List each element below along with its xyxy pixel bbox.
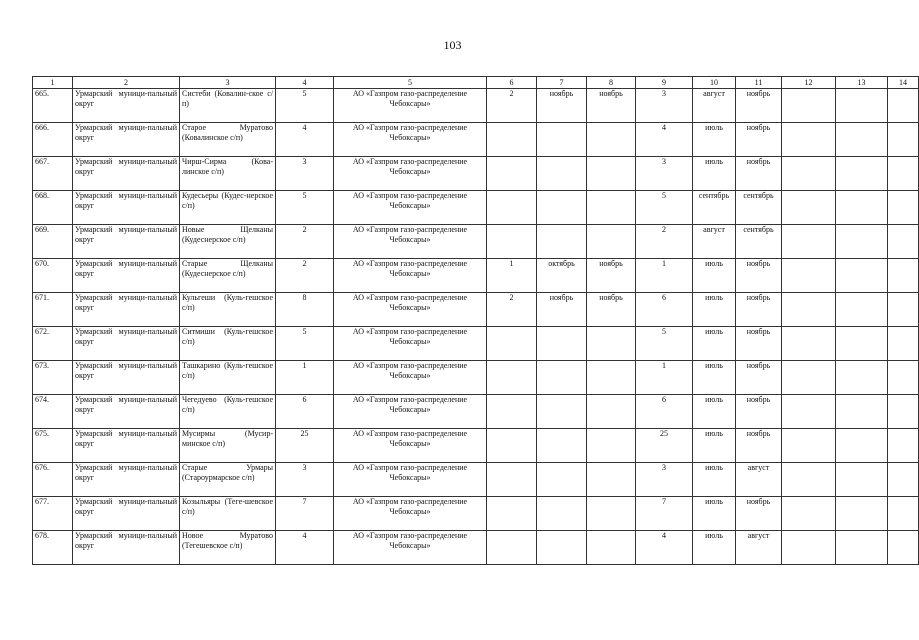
col13-cell (836, 225, 888, 259)
col14-cell (888, 327, 919, 361)
col13-cell (836, 293, 888, 327)
table-row (33, 361, 919, 395)
col4-cell: 5 (276, 327, 334, 361)
col7-cell (537, 123, 587, 157)
col9-cell: 3 (636, 463, 693, 497)
col14-cell (888, 395, 919, 429)
col11-cell: ноябрь (736, 361, 782, 395)
page-number: 103 (443, 38, 462, 52)
col8-cell (587, 123, 636, 157)
col9-cell: 3 (636, 89, 693, 123)
table-row (33, 89, 919, 123)
col4-cell: 3 (276, 463, 334, 497)
column-header: 14 (888, 77, 919, 89)
district-cell: Урмарский муници-пальный округ (73, 225, 180, 259)
col4-cell: 25 (276, 429, 334, 463)
col6-cell (487, 327, 537, 361)
col6-cell (487, 531, 537, 565)
organization-cell: АО «Газпром газо-распределение Чебоксары» (334, 361, 487, 395)
district-cell: Урмарский муници-пальный округ (73, 327, 180, 361)
col4-cell: 8 (276, 293, 334, 327)
organization-cell: АО «Газпром газо-распределение Чебоксары» (334, 327, 487, 361)
table-row (33, 293, 919, 327)
column-header: 13 (836, 77, 888, 89)
col7-cell (537, 225, 587, 259)
settlement-cell: Кудесьеры (Кудес-нерское с/п) (180, 191, 276, 225)
row-number: 669. (33, 225, 73, 259)
settlement-cell: Систеби (Ковалин-ское с/п) (180, 89, 276, 123)
organization-cell: АО «Газпром газо-распределение Чебоксары» (334, 123, 487, 157)
col14-cell (888, 259, 919, 293)
col14-cell (888, 293, 919, 327)
col12-cell (782, 361, 836, 395)
col7-cell: ноябрь (537, 293, 587, 327)
col4-cell: 7 (276, 497, 334, 531)
col9-cell: 4 (636, 123, 693, 157)
col10-cell: июль (693, 123, 736, 157)
district-cell: Урмарский муници-пальный округ (73, 429, 180, 463)
col9-cell: 6 (636, 293, 693, 327)
col10-cell: июль (693, 463, 736, 497)
col7-cell: ноябрь (537, 89, 587, 123)
col4-cell: 3 (276, 157, 334, 191)
col9-cell: 5 (636, 191, 693, 225)
table-row (33, 225, 919, 259)
col6-cell (487, 191, 537, 225)
col11-cell: сентябрь (736, 191, 782, 225)
district-cell: Урмарский муници-пальный округ (73, 157, 180, 191)
organization-cell: АО «Газпром газо-распределение Чебоксары» (334, 531, 487, 565)
col12-cell (782, 531, 836, 565)
col10-cell: июль (693, 361, 736, 395)
col11-cell: ноябрь (736, 293, 782, 327)
row-number: 675. (33, 429, 73, 463)
col8-cell (587, 429, 636, 463)
col14-cell (888, 463, 919, 497)
table-row (33, 327, 919, 361)
table-row (33, 463, 919, 497)
col9-cell: 2 (636, 225, 693, 259)
schedule-table (32, 76, 919, 565)
row-number: 674. (33, 395, 73, 429)
district-cell: Урмарский муници-пальный округ (73, 361, 180, 395)
organization-cell: АО «Газпром газо-распределение Чебоксары» (334, 259, 487, 293)
organization-cell: АО «Газпром газо-распределение Чебоксары» (334, 293, 487, 327)
settlement-cell: Кульгеши (Куль-гешское с/п) (180, 293, 276, 327)
settlement-cell: Чирш-Сирма (Кова-линское с/п) (180, 157, 276, 191)
col8-cell: ноябрь (587, 89, 636, 123)
col12-cell (782, 395, 836, 429)
district-cell: Урмарский муници-пальный округ (73, 259, 180, 293)
organization-cell: АО «Газпром газо-распределение Чебоксары» (334, 395, 487, 429)
col10-cell: сентябрь (693, 191, 736, 225)
col12-cell (782, 157, 836, 191)
col14-cell (888, 497, 919, 531)
col14-cell (888, 191, 919, 225)
table-row (33, 395, 919, 429)
col11-cell: ноябрь (736, 497, 782, 531)
col7-cell (537, 497, 587, 531)
column-header: 6 (487, 77, 537, 89)
col6-cell (487, 497, 537, 531)
col11-cell: ноябрь (736, 157, 782, 191)
col9-cell: 5 (636, 327, 693, 361)
col7-cell: октябрь (537, 259, 587, 293)
col11-cell: август (736, 531, 782, 565)
col4-cell: 6 (276, 395, 334, 429)
col9-cell: 6 (636, 395, 693, 429)
col7-cell (537, 327, 587, 361)
organization-cell: АО «Газпром газо-распределение Чебоксары» (334, 463, 487, 497)
col10-cell: июль (693, 497, 736, 531)
col8-cell (587, 361, 636, 395)
col7-cell (537, 395, 587, 429)
col11-cell: ноябрь (736, 89, 782, 123)
row-number: 666. (33, 123, 73, 157)
col14-cell (888, 89, 919, 123)
col9-cell: 3 (636, 157, 693, 191)
col13-cell (836, 191, 888, 225)
col10-cell: июль (693, 293, 736, 327)
col12-cell (782, 327, 836, 361)
col10-cell: июль (693, 259, 736, 293)
col13-cell (836, 361, 888, 395)
col4-cell: 4 (276, 531, 334, 565)
col6-cell (487, 361, 537, 395)
col11-cell: ноябрь (736, 327, 782, 361)
col7-cell (537, 531, 587, 565)
settlement-cell: Ситмиши (Куль-гешское с/п) (180, 327, 276, 361)
col4-cell: 1 (276, 361, 334, 395)
district-cell: Урмарский муници-пальный округ (73, 497, 180, 531)
settlement-cell: Козыльяры (Теге-шевское с/п) (180, 497, 276, 531)
column-header: 3 (180, 77, 276, 89)
col7-cell (537, 191, 587, 225)
col13-cell (836, 497, 888, 531)
col14-cell (888, 361, 919, 395)
col7-cell (537, 463, 587, 497)
col9-cell: 25 (636, 429, 693, 463)
col11-cell: сентябрь (736, 225, 782, 259)
organization-cell: АО «Газпром газо-распределение Чебоксары» (334, 225, 487, 259)
column-header: 2 (73, 77, 180, 89)
table-row (33, 259, 919, 293)
col8-cell (587, 463, 636, 497)
col10-cell: июль (693, 327, 736, 361)
column-header: 10 (693, 77, 736, 89)
col6-cell: 2 (487, 89, 537, 123)
col6-cell: 2 (487, 293, 537, 327)
settlement-cell: Ташкарино (Куль-гешское с/п) (180, 361, 276, 395)
table-row (33, 157, 919, 191)
col12-cell (782, 89, 836, 123)
col12-cell (782, 293, 836, 327)
col14-cell (888, 531, 919, 565)
col4-cell: 4 (276, 123, 334, 157)
row-number: 678. (33, 531, 73, 565)
col8-cell (587, 157, 636, 191)
col13-cell (836, 429, 888, 463)
col14-cell (888, 157, 919, 191)
col9-cell: 1 (636, 259, 693, 293)
col6-cell (487, 395, 537, 429)
col10-cell: июль (693, 395, 736, 429)
col7-cell (537, 361, 587, 395)
col8-cell (587, 497, 636, 531)
row-number: 673. (33, 361, 73, 395)
col13-cell (836, 157, 888, 191)
column-header: 11 (736, 77, 782, 89)
col12-cell (782, 429, 836, 463)
settlement-cell: Новые Щелканы (Кудеснерское с/п) (180, 225, 276, 259)
district-cell: Урмарский муници-пальный округ (73, 191, 180, 225)
col9-cell: 7 (636, 497, 693, 531)
col11-cell: ноябрь (736, 259, 782, 293)
col6-cell (487, 123, 537, 157)
row-number: 677. (33, 497, 73, 531)
col12-cell (782, 259, 836, 293)
district-cell: Урмарский муници-пальный округ (73, 89, 180, 123)
column-header: 5 (334, 77, 487, 89)
col13-cell (836, 395, 888, 429)
col11-cell: ноябрь (736, 395, 782, 429)
col7-cell (537, 429, 587, 463)
col11-cell: август (736, 463, 782, 497)
col4-cell: 5 (276, 191, 334, 225)
column-header: 12 (782, 77, 836, 89)
row-number: 670. (33, 259, 73, 293)
col8-cell: ноябрь (587, 293, 636, 327)
row-number: 668. (33, 191, 73, 225)
col8-cell (587, 531, 636, 565)
row-number: 671. (33, 293, 73, 327)
col13-cell (836, 463, 888, 497)
col8-cell (587, 191, 636, 225)
col8-cell (587, 395, 636, 429)
organization-cell: АО «Газпром газо-распределение Чебоксары» (334, 497, 487, 531)
col13-cell (836, 89, 888, 123)
table-row (33, 497, 919, 531)
col10-cell: август (693, 89, 736, 123)
col8-cell: ноябрь (587, 259, 636, 293)
table-row (33, 429, 919, 463)
col12-cell (782, 497, 836, 531)
column-header: 1 (33, 77, 73, 89)
col4-cell: 5 (276, 89, 334, 123)
col13-cell (836, 259, 888, 293)
col9-cell: 4 (636, 531, 693, 565)
settlement-cell: Новое Муратово (Тегешевское с/п) (180, 531, 276, 565)
settlement-cell: Старое Муратово (Ковалинское с/п) (180, 123, 276, 157)
col6-cell (487, 157, 537, 191)
district-cell: Урмарский муници-пальный округ (73, 395, 180, 429)
settlement-cell: Мусирмы (Мусир-минское с/п) (180, 429, 276, 463)
row-number: 672. (33, 327, 73, 361)
col14-cell (888, 225, 919, 259)
col7-cell (537, 157, 587, 191)
col8-cell (587, 327, 636, 361)
col11-cell: ноябрь (736, 123, 782, 157)
col6-cell (487, 225, 537, 259)
col6-cell: 1 (487, 259, 537, 293)
district-cell: Урмарский муници-пальный округ (73, 463, 180, 497)
col10-cell: июль (693, 531, 736, 565)
col12-cell (782, 225, 836, 259)
table-row (33, 123, 919, 157)
col6-cell (487, 463, 537, 497)
col13-cell (836, 327, 888, 361)
organization-cell: АО «Газпром газо-распределение Чебоксары» (334, 89, 487, 123)
col8-cell (587, 225, 636, 259)
col12-cell (782, 191, 836, 225)
col12-cell (782, 123, 836, 157)
header-row (33, 77, 919, 89)
col9-cell: 1 (636, 361, 693, 395)
organization-cell: АО «Газпром газо-распределение Чебоксары» (334, 157, 487, 191)
organization-cell: АО «Газпром газо-распределение Чебоксары» (334, 429, 487, 463)
settlement-cell: Чегедуево (Куль-гешское с/п) (180, 395, 276, 429)
row-number: 667. (33, 157, 73, 191)
table-row (33, 531, 919, 565)
col10-cell: июль (693, 157, 736, 191)
column-header: 4 (276, 77, 334, 89)
col6-cell (487, 429, 537, 463)
row-number: 676. (33, 463, 73, 497)
col10-cell: август (693, 225, 736, 259)
district-cell: Урмарский муници-пальный округ (73, 293, 180, 327)
col4-cell: 2 (276, 259, 334, 293)
organization-cell: АО «Газпром газо-распределение Чебоксары» (334, 191, 487, 225)
col11-cell: ноябрь (736, 429, 782, 463)
col13-cell (836, 123, 888, 157)
column-header: 8 (587, 77, 636, 89)
district-cell: Урмарский муници-пальный округ (73, 531, 180, 565)
column-header: 7 (537, 77, 587, 89)
col10-cell: июль (693, 429, 736, 463)
col4-cell: 2 (276, 225, 334, 259)
col12-cell (782, 463, 836, 497)
col14-cell (888, 429, 919, 463)
col13-cell (836, 531, 888, 565)
district-cell: Урмарский муници-пальный округ (73, 123, 180, 157)
col14-cell (888, 123, 919, 157)
row-number: 665. (33, 89, 73, 123)
settlement-cell: Старые Урмары (Староурмарское с/п) (180, 463, 276, 497)
column-header: 9 (636, 77, 693, 89)
settlement-cell: Старые Щелканы (Кудеснерское с/п) (180, 259, 276, 293)
table-row (33, 191, 919, 225)
